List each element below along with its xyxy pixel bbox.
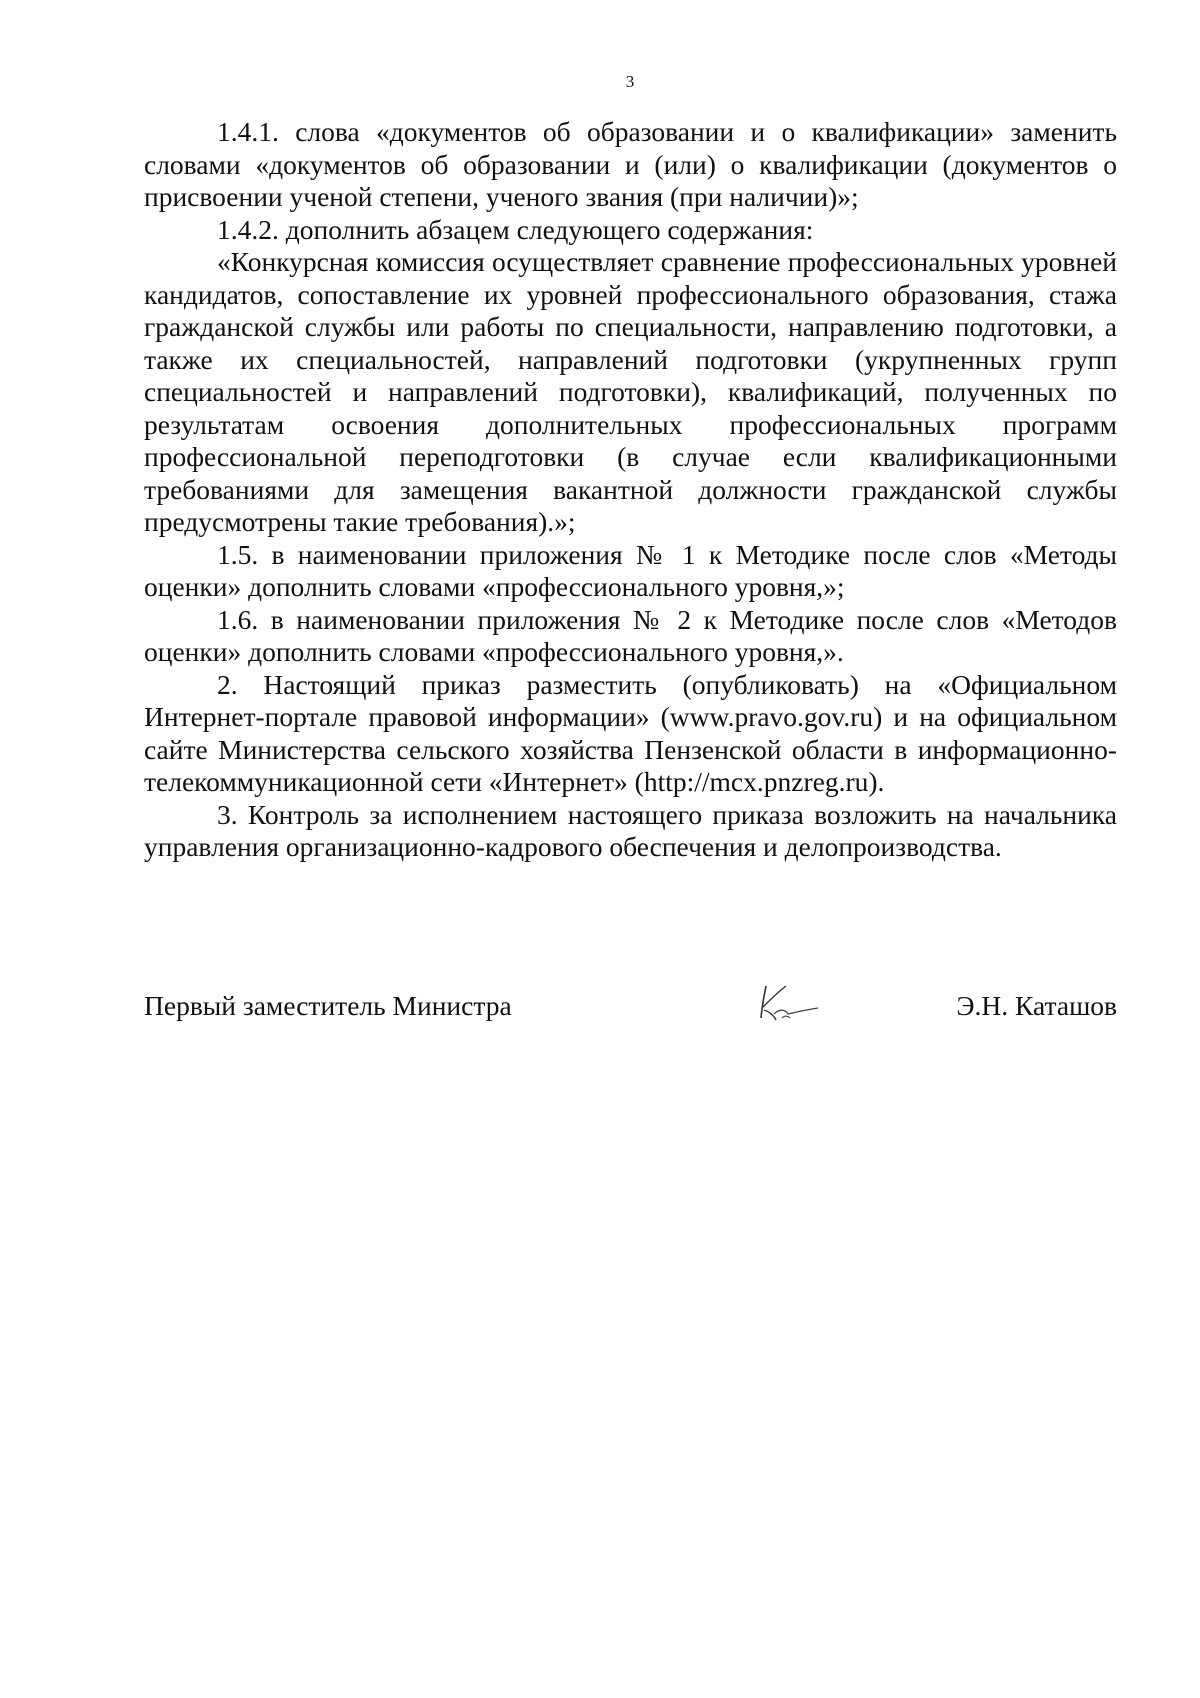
handwritten-signature bbox=[752, 978, 832, 1026]
signatory-position: Первый заместитель Министра bbox=[144, 990, 512, 1021]
paragraph-quoted-insertion: «Конкурсная комиссия осуществляет сравнение профессиональных уровней кандидатов, сопоставление их уровней профессионального образования, стажа гражданской службы или работы по специальности, направлению подготовки, а также их специальностей, направлений подготовки (укрупненных групп специальностей и направлений подготовки), квалификаций, полученных по результатам освоения дополнительных профессиональных программ профессиональной переподготовки (в случае если квалификационными требованиями для замещения вакантной должности гражданской службы предусмотрены такие требования).»; bbox=[144, 246, 1117, 537]
paragraph-2: 2. Настоящий приказ разместить (опубликовать) на «Официальном Интернет-портале правовой информации» (www.pravo.gov.ru) и на официальном сайте Министерства сельского хозяйства Пензенской области в информационно-телекоммуникационной сети «Интернет» (http://mcx.pnzreg.ru). bbox=[144, 668, 1117, 797]
paragraph-1-4-1: 1.4.1. слова «документов об образовании и о квалификации» заменить словами «документов об образовании и (или) о квалификации (документов о присвоении ученой степени, ученого звания (при наличии)»; bbox=[144, 116, 1117, 212]
paragraph-1-4-2: 1.4.2. дополнить абзацем следующего содержания: bbox=[217, 213, 814, 245]
paragraph-3: 3. Контроль за исполнением настоящего приказа возложить на начальника управления организационно-кадрового обеспечения и делопроизводства. bbox=[144, 798, 1117, 862]
paragraph-1-6: 1.6. в наименовании приложения № 2 к Методике после слов «Методов оценки» дополнить словами «профессионального уровня,». bbox=[144, 603, 1117, 667]
signatory-name: Э.Н. Каташов bbox=[956, 990, 1117, 1021]
paragraph-1-5: 1.5. в наименовании приложения № 1 к Методике после слов «Методы оценки» дополнить словами «профессионального уровня,»; bbox=[144, 538, 1117, 602]
signature-block bbox=[144, 990, 1117, 1050]
document-body bbox=[144, 116, 1117, 864]
page-number: 3 bbox=[625, 72, 635, 91]
